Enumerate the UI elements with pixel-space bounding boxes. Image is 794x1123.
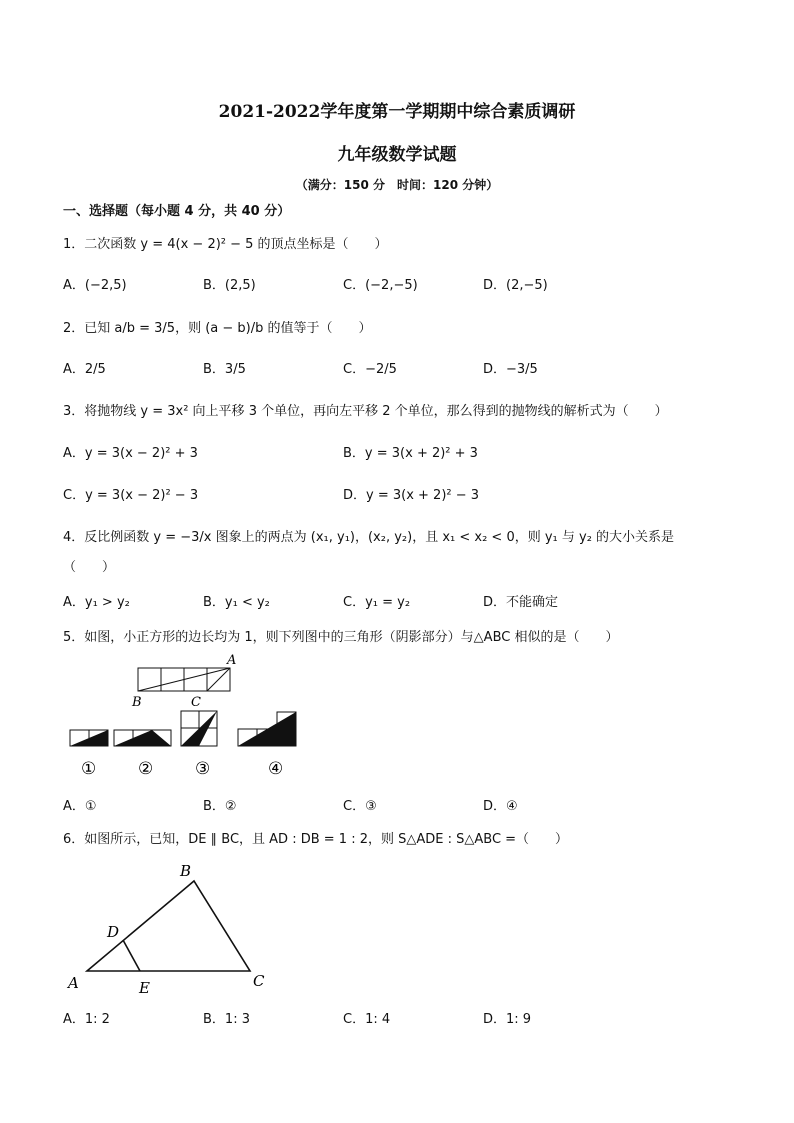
figure-number-2: ② <box>138 759 154 779</box>
question-2-stem: 2．已知 a/b = 3/5，则 (a − b)/b 的值等于（ ） <box>63 321 372 336</box>
question-5-option-d: D．④ <box>483 799 518 814</box>
question-5-figure <box>60 648 320 783</box>
question-4-option-a: A．y₁ > y₂ <box>63 595 130 610</box>
question-3-option-a: A．y = 3(x − 2)² + 3 <box>63 446 198 461</box>
label-e: E <box>139 979 150 997</box>
figure-number-4: ④ <box>268 759 284 779</box>
question-5-option-b: B．② <box>203 799 237 814</box>
question-6-option-d: D．1: 9 <box>483 1012 532 1027</box>
section-heading: 一、选择题（每小题 4 分，共 40 分） <box>63 204 291 219</box>
question-5-stem: 5．如图，小正方形的边长均为 1，则下列图中的三角形（阴影部分）与△ABC 相似的是（ ） <box>63 630 619 645</box>
label-b: B <box>180 862 192 880</box>
figure-number-1: ① <box>81 759 97 779</box>
question-4-option-d: D．不能确定 <box>483 595 559 610</box>
question-6-option-c: C．1: 4 <box>343 1012 391 1027</box>
label-a: A <box>68 974 79 992</box>
line-ca <box>207 668 230 691</box>
question-6-stem: 6．如图所示，已知，DE ∥ BC，且 AD : DB = 1 : 2，则 S△ADE : S△ABC =（ ） <box>63 832 569 847</box>
question-5-option-a: A．① <box>63 799 97 814</box>
question-1-option-a: A．(−2,5) <box>63 278 127 293</box>
option-figure-3 <box>181 711 217 746</box>
label-a: A <box>227 653 237 668</box>
question-2-option-d: D．−3/5 <box>483 362 538 377</box>
question-4-stem: 4．反比例函数 y = −3/x 图象上的两点为 (x₁, y₁)，(x₂, y₂)，且 x₁ < x₂ < 0，则 y₁ 与 y₂ 的大小关系是 <box>63 530 675 545</box>
question-4-stem-continued: （ ） <box>63 560 116 575</box>
question-4-option-c: C．y₁ = y₂ <box>343 595 411 610</box>
question-3-option-c: C．y = 3(x − 2)² − 3 <box>63 488 199 503</box>
segment-de <box>123 940 140 971</box>
question-5-option-c: C．③ <box>343 799 377 814</box>
question-1-option-c: C．(−2,−5) <box>343 278 418 293</box>
question-2-option-b: B．3/5 <box>203 362 246 377</box>
question-4-option-b: B．y₁ < y₂ <box>203 595 270 610</box>
question-3-stem: 3．将抛物线 y = 3x² 向上平移 3 个单位，再向左平移 2 个单位，那么得到的抛物线的解析式为（ ） <box>63 404 668 419</box>
label-c: C <box>191 695 201 710</box>
question-6-figure <box>60 860 280 1000</box>
option-figure-1 <box>70 730 108 746</box>
abc-grid <box>138 668 230 691</box>
question-1-option-d: D．(2,−5) <box>483 278 548 293</box>
exam-subtitle: 九年级数学试题 <box>337 145 457 165</box>
question-2-option-c: C．−2/5 <box>343 362 397 377</box>
option-figure-4 <box>238 712 296 746</box>
question-1-stem: 1．二次函数 y = 4(x − 2)² − 5 的顶点坐标是（ ） <box>63 237 388 252</box>
label-d: D <box>107 923 120 941</box>
question-1-option-b: B．(2,5) <box>203 278 256 293</box>
exam-title: 2021-2022学年度第一学期期中综合素质调研 <box>218 102 576 122</box>
figure-number-3: ③ <box>195 759 211 779</box>
question-2-option-a: A．2/5 <box>63 362 106 377</box>
question-6-option-a: A．1: 2 <box>63 1012 110 1027</box>
option-figure-2 <box>114 730 171 746</box>
question-6-option-b: B．1: 3 <box>203 1012 250 1027</box>
exam-info: （满分：150 分 时间：120 分钟） <box>295 178 499 192</box>
question-3-option-b: B．y = 3(x + 2)² + 3 <box>343 446 478 461</box>
question-3-option-d: D．y = 3(x + 2)² − 3 <box>343 488 480 503</box>
label-c: C <box>253 972 265 990</box>
label-b: B <box>132 695 142 710</box>
